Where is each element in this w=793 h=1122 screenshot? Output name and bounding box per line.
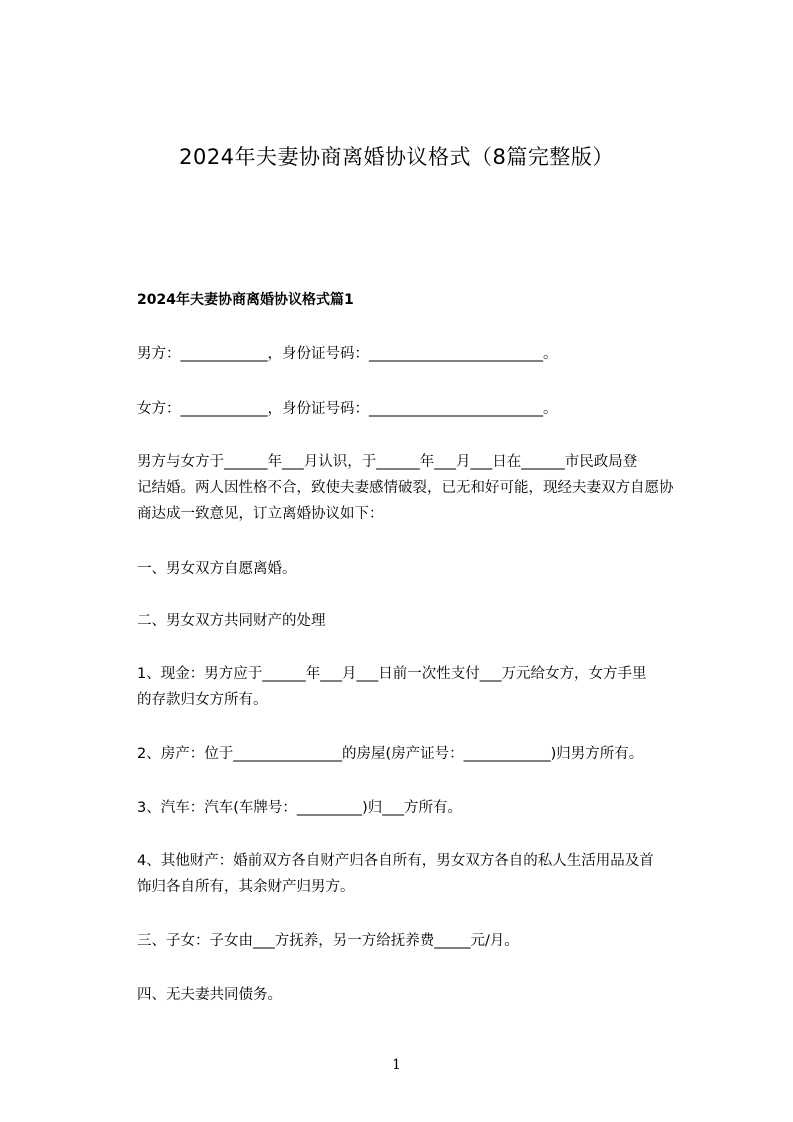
clause-other-property	[137, 848, 717, 900]
intro-paragraph	[137, 449, 717, 527]
clause-cash	[137, 661, 717, 713]
other-line-1: 4、其他财产：婚前双方各自财产归各自所有，男女双方各自的私人生活用品及首	[137, 853, 654, 869]
intro-line-3: 商达成一致意见，订立离婚协议如下：	[137, 506, 384, 522]
female-party-line: 女方：____________，身份证号码：________________________。	[137, 401, 558, 417]
other-line-2: 饰归各自所有，其余财产归男方。	[137, 879, 355, 895]
clause-divorce: 一、男女双方自愿离婚。	[137, 561, 297, 577]
clause-debt: 四、无夫妻共同债务。	[137, 987, 282, 1003]
document-title: 2024年夫妻协商离婚协议格式（8篇完整版）	[179, 145, 614, 169]
clause-property: 二、男女双方共同财产的处理	[137, 613, 326, 629]
cash-line-2: 的存款归女方所有。	[137, 692, 268, 708]
male-party-line: 男方：____________，身份证号码：________________________。	[137, 346, 558, 362]
cash-line-1: 1、现金：男方应于______年___月___日前一次性支付___万元给女方，女方手里	[137, 666, 647, 682]
section-heading: 2024年夫妻协商离婚协议格式篇1	[137, 292, 354, 308]
intro-line-2: 记结婚。两人因性格不合，致使夫妻感情破裂，已无和好可能，现经夫妻双方自愿协	[137, 480, 674, 496]
clause-house: 2、房产：位于_______________的房屋(房产证号：____________)归男方所有。	[137, 746, 644, 762]
page-number: 1	[392, 1057, 401, 1073]
clause-children: 三、子女：子女由___方抚养，另一方给抚养费_____元/月。	[137, 933, 519, 949]
clause-car: 3、汽车：汽车(车牌号：_________)归___方所有。	[137, 800, 463, 816]
intro-line-1: 男方与女方于______年___月认识，于______年___月___日在______市民政局登	[137, 454, 638, 470]
